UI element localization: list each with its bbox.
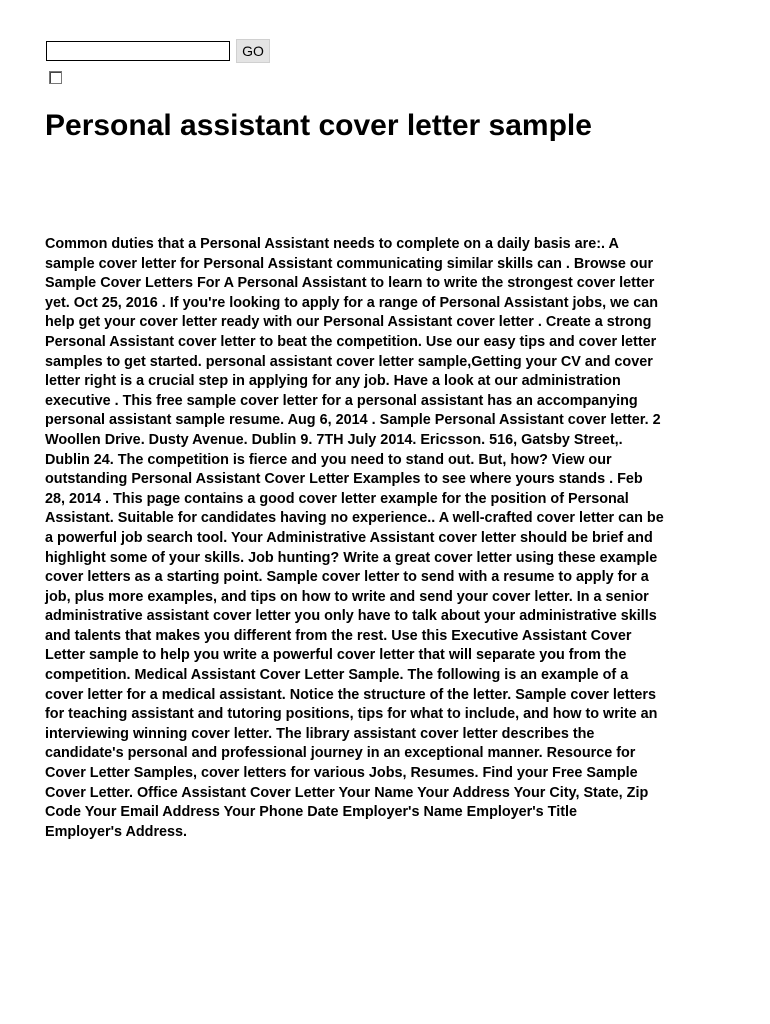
page-title: Personal assistant cover letter sample (45, 109, 592, 142)
checkbox[interactable] (49, 71, 62, 84)
search-input[interactable] (46, 41, 230, 61)
search-bar (46, 39, 270, 63)
article-body: Common duties that a Personal Assistant needs to complete on a daily basis are:. A sample cover letter for Personal Assistant communicating similar skills can . Browse our Sample Cover Letters For A Personal Assistant to learn to write the strongest cover letter yet. Oct 25, 2016 . If you're looking to apply for a range of Personal Assistant jobs, we can help get your cover letter ready with our Personal Assistant cover letter . Create a strong Personal Assistant cover letter to beat the competition. Use our easy tips and cover letter samples to get started. personal assistant cover letter sample,Getting your CV and cover letter right is a crucial step in applying for any job. Have a look at our administration executive . This free sample cover letter for a personal assistant has an accompanying personal assistant sample resume. Aug 6, 2014 . Sample Personal Assistant cover letter. 2 Woollen Drive. Dusty Avenue. Dublin 9. 7TH July 2014. Ericsson. 516, Gatsby Street,. Dublin 24. The competition is fierce and you need to stand out. But, how? View our outstanding Personal Assistant Cover Letter Examples to see where yours stands . Feb 28, 2014 . This page contains a good cover letter example for the position of Personal Assistant. Suitable for candidates having no experience.. A well-crafted cover letter can be a powerful job search tool. Your Administrative Assistant cover letter should be brief and highlight some of your skills. Job hunting? Write a great cover letter using these example cover letters as a starting point. Sample cover letter to send with a resume to apply for a job, plus more examples, and tips on how to write and send your cover letter. In a senior administrative assistant cover letter you only have to talk about your administrative skills and talents that makes you different from the rest. Use this Executive Assistant Cover Letter sample to help you write a powerful cover letter that will separate you from the competition. Medical Assistant Cover Letter Sample. The following is an example of a cover letter for a medical assistant. Notice the structure of the letter. Sample cover letters for teaching assistant and tutoring positions, tips for what to include, and how to write an interviewing winning cover letter. The library assistant cover letter describes the candidate's personal and professional journey in an exceptional manner. Resource for Cover Letter Samples, cover letters for various Jobs, Resumes. Find your Free Sample Cover Letter. Office Assistant Cover Letter Your Name Your Address Your City, State, Zip Code Your Email Address Your Phone Date Employer's Name Employer's Title Employer's Address. (45, 236, 664, 840)
go-button[interactable]: GO (236, 39, 270, 63)
